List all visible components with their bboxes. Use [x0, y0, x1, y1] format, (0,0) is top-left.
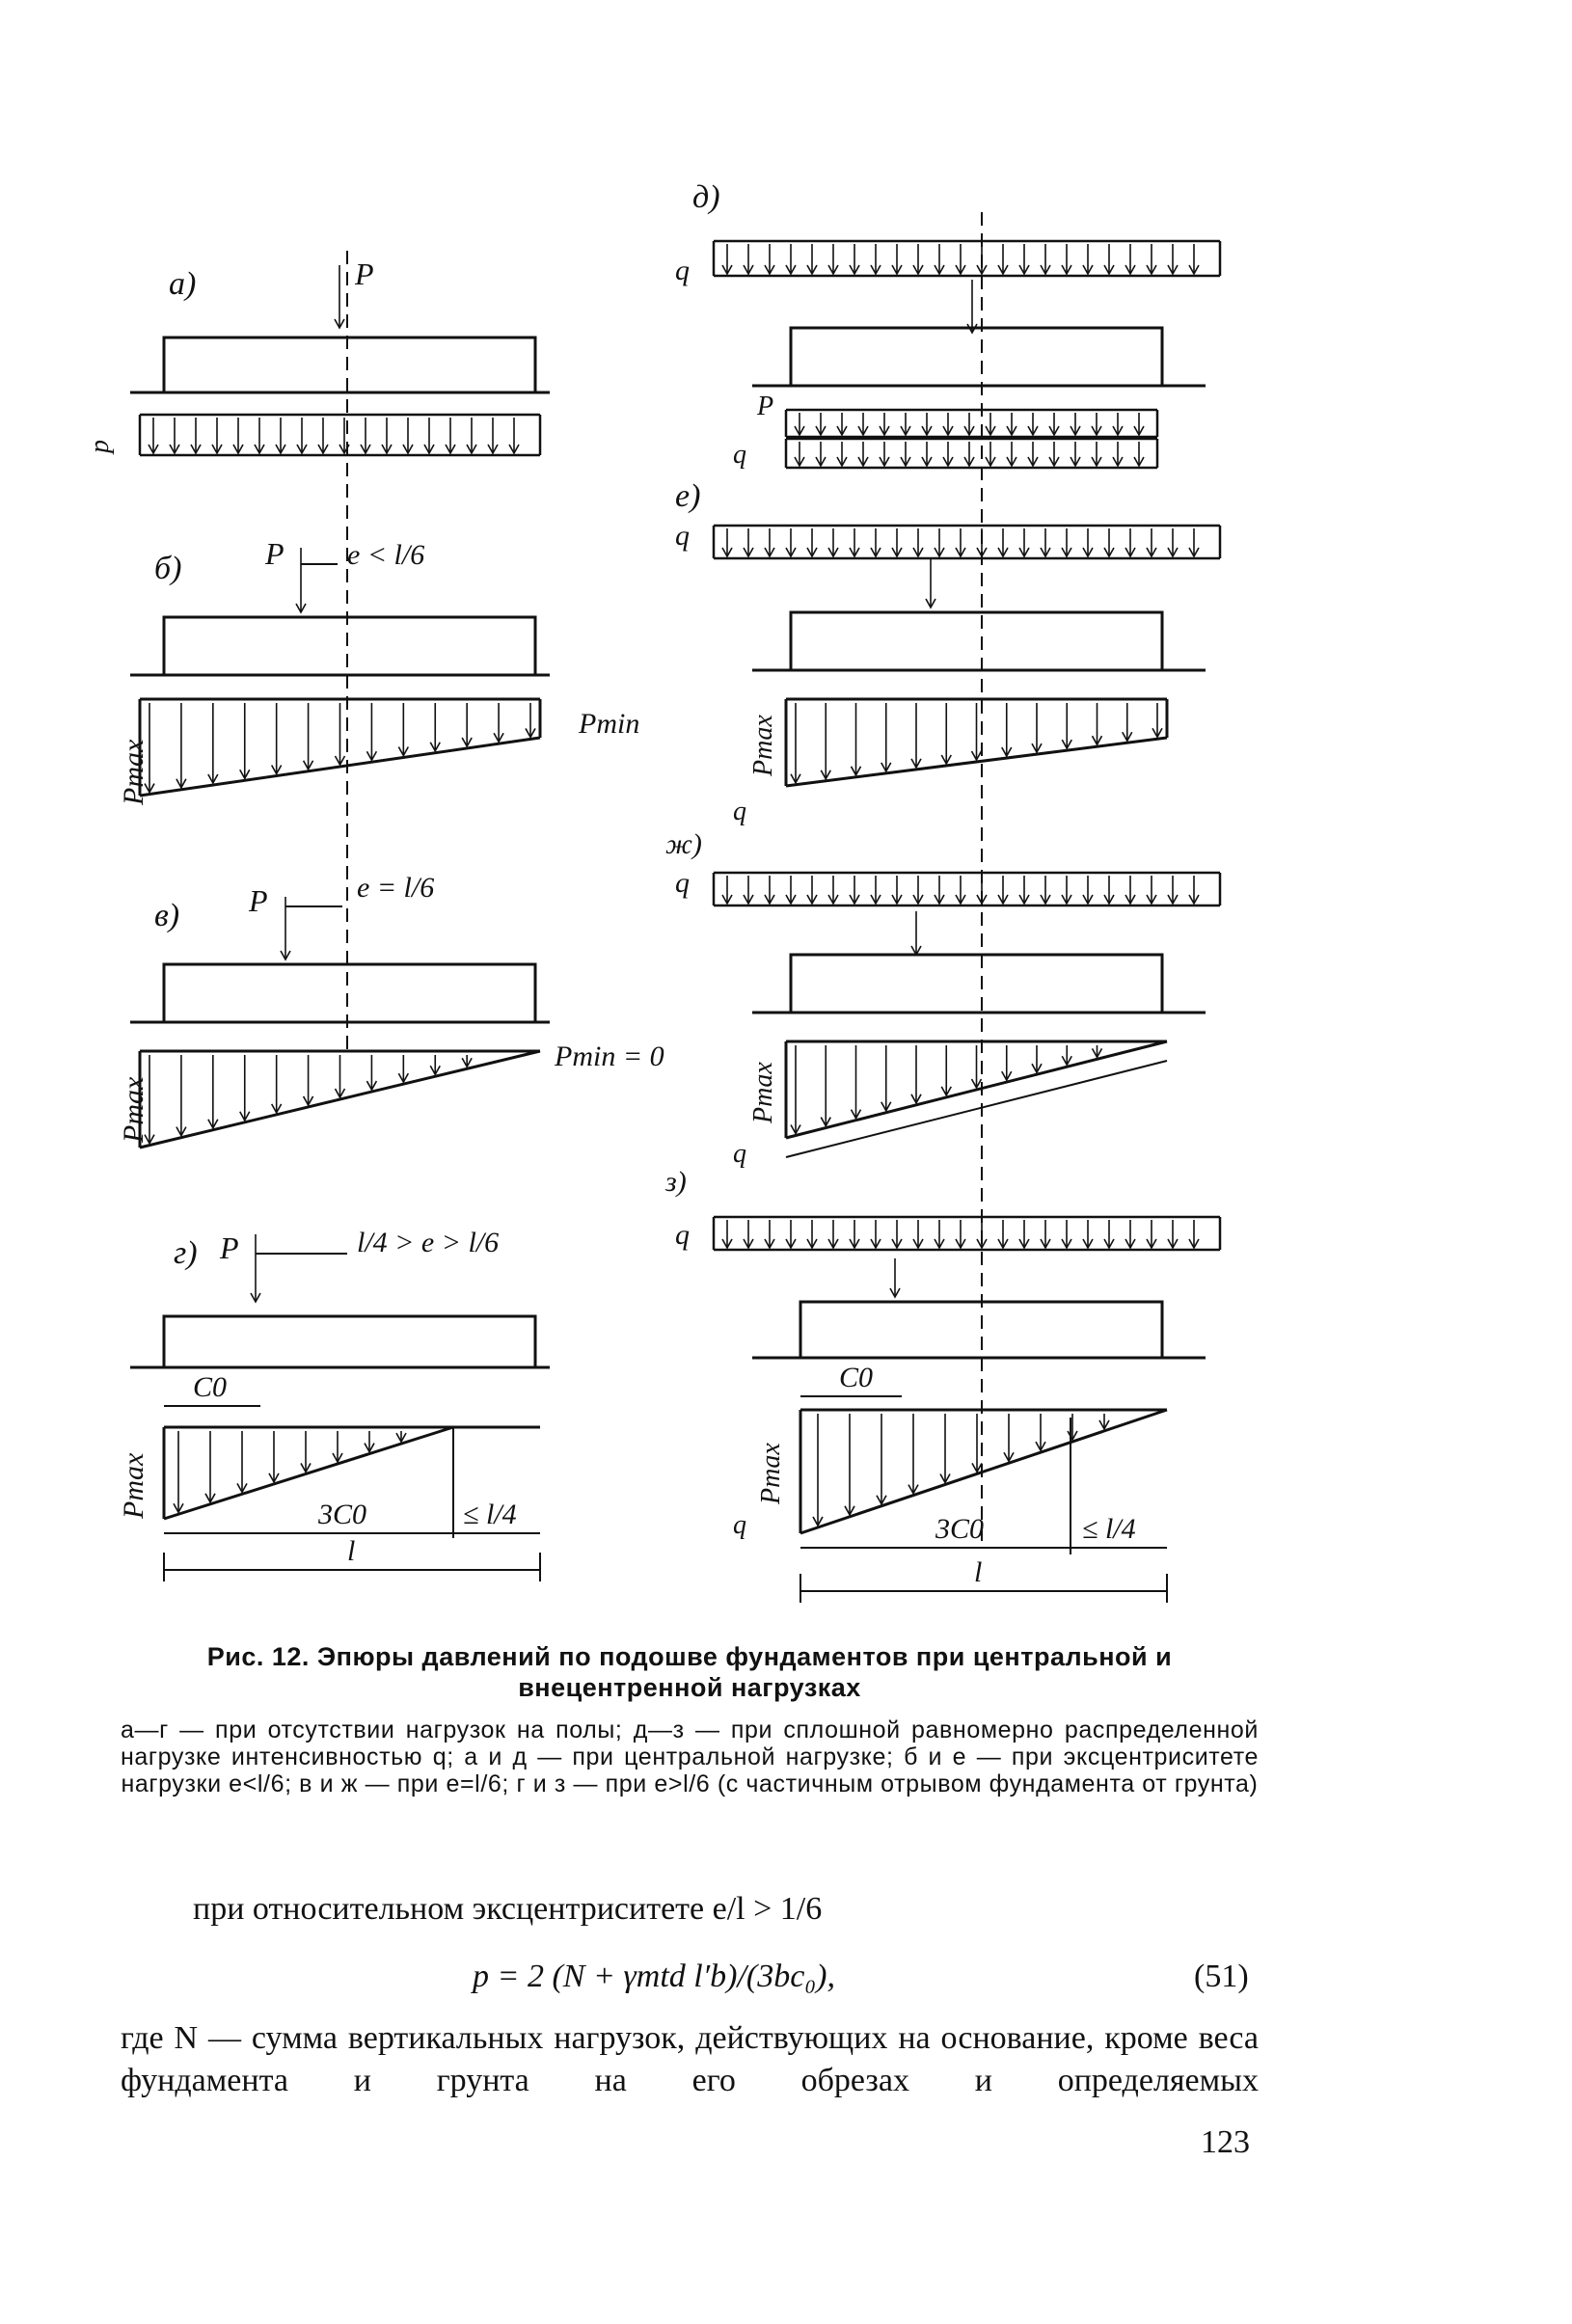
panel-z-q-band-arrow — [977, 1220, 987, 1248]
panel-d-q-band-arrow — [1019, 244, 1029, 274]
panel-g-diagram-arrow — [237, 1431, 247, 1492]
panel-v-diagram-arrow — [208, 1055, 218, 1128]
panel-zh-q-band-arrow — [892, 876, 902, 904]
panel-e-diagram-arrow — [821, 703, 830, 779]
panel-d-q2-band-arrow — [1007, 442, 1016, 466]
panel-d-q2-band-arrow — [1092, 442, 1101, 466]
panel-g-c0: C0 — [193, 1371, 228, 1403]
panel-zh-diagram-arrow — [941, 1045, 951, 1095]
panel-g-diagram-arrow — [205, 1431, 215, 1502]
panel-e-q-band-arrow — [765, 528, 774, 556]
panel-g-diagram-arrow — [365, 1431, 374, 1452]
panel-a-pressure-arrow — [149, 418, 158, 453]
panel-zh-q-band-arrow — [1189, 876, 1199, 904]
panel-a-foundation-body — [164, 338, 535, 392]
panel-zh-q-band-arrow — [1147, 876, 1156, 904]
panel-zh-q-band-arrow — [765, 876, 774, 904]
panel-d-q-band-arrow — [871, 244, 881, 274]
panel-v-diagram-arrow — [366, 1055, 376, 1090]
panel-a-pressure-arrow — [318, 418, 328, 453]
panel-zh-q-band-arrow — [786, 876, 796, 904]
panel-e-q-band-arrow — [956, 528, 965, 556]
panel-b-force-arrow — [296, 548, 306, 612]
panel-d-q2-band-arrow — [858, 442, 868, 466]
panel-d-q-band-arrow — [977, 244, 987, 274]
panel-d-p-band-arrow — [795, 413, 804, 435]
panel-g-diagram-arrow — [396, 1431, 406, 1442]
panel-e-diagram-arrow — [852, 703, 861, 775]
panel-b-diagram-arrow — [240, 703, 250, 778]
panel-g-length: l — [347, 1535, 356, 1567]
panel-e-q-band-arrow — [807, 528, 817, 556]
panel-a-pressure-arrow — [255, 418, 264, 453]
panel-d-q-band-arrow — [892, 244, 902, 274]
panel-z-diagram-arrow — [1004, 1414, 1014, 1461]
panel-d-p-band-arrow — [1007, 413, 1016, 435]
panel-zh-diagram-arrow — [791, 1045, 800, 1133]
panel-z-q-band-arrow — [765, 1220, 774, 1248]
panel-e-diagram-arrow — [881, 703, 891, 771]
panel-z-q-band-arrow — [807, 1220, 817, 1248]
panel-d-q-band-arrow — [1168, 244, 1178, 274]
panel-z-q-band-arrow — [744, 1220, 753, 1248]
panel-z-q-band-arrow — [828, 1220, 838, 1248]
panel-g-3c0: 3C0 — [318, 1499, 367, 1530]
panel-d-q-band-arrow — [850, 244, 859, 274]
panel-b-diagram-arrow — [526, 703, 535, 737]
panel-b-pmin: Pmin — [579, 708, 640, 740]
panel-z-length: l — [974, 1556, 983, 1588]
panel-d-p-band-arrow — [880, 413, 889, 435]
panel-d-q2-band-arrow — [816, 442, 826, 466]
panel-a-pressure-arrow — [488, 418, 498, 453]
panel-zh-q2: q — [733, 1139, 746, 1169]
panel-v-diagram-arrow — [304, 1055, 313, 1105]
panel-g-quarter: ≤ l/4 — [463, 1499, 517, 1530]
panel-d-p-band-arrow — [943, 413, 953, 435]
panel-zh-q-band-arrow — [850, 876, 859, 904]
panel-zh-q-band-arrow — [1041, 876, 1050, 904]
panel-d-q2-band-arrow — [1028, 442, 1038, 466]
panel-z-q2: q — [733, 1510, 746, 1540]
panel-zh-diagram-arrow — [1093, 1045, 1102, 1057]
panel-v-diagram-arrow — [240, 1055, 250, 1121]
panel-e-pmax: Pmax — [748, 715, 778, 776]
panel-e-diagram-arrow — [941, 703, 951, 764]
panel-a-force: P — [355, 257, 374, 291]
panel-zh-diagram-arrow — [852, 1045, 861, 1119]
panel-b-foundation-body — [164, 617, 535, 675]
panel-d-p-band-arrow — [922, 413, 932, 435]
panel-v-pmin: Pmin = 0 — [555, 1040, 664, 1072]
panel-g-letter: г) — [174, 1235, 198, 1271]
panel-b-ecc: e < l/6 — [347, 539, 425, 571]
equation-number: (51) — [1194, 1959, 1249, 1994]
panel-d-p-band-arrow — [858, 413, 868, 435]
panel-b-diagram-arrow — [176, 703, 186, 788]
panel-d-p-band-arrow — [964, 413, 974, 435]
panel-d-q-band-arrow — [1125, 244, 1135, 274]
panel-d-q-band-arrow — [807, 244, 817, 274]
panel-g-diagram-arrow — [301, 1431, 311, 1472]
panel-zh-q-band-arrow — [1104, 876, 1114, 904]
panel-b-pmax: Pmax — [118, 739, 149, 805]
panel-e-q-band-arrow — [744, 528, 753, 556]
panel-zh-q: q — [675, 867, 690, 899]
panel-z-q-band-arrow — [1189, 1220, 1199, 1248]
panel-b-letter: б) — [154, 551, 182, 586]
panel-zh-foundation-body — [791, 955, 1162, 1013]
panel-a-pressure-arrow — [446, 418, 455, 453]
panel-e-diagram-arrow — [1093, 703, 1102, 744]
panel-z-q-band-arrow — [1168, 1220, 1178, 1248]
panel-e-q-band-arrow — [1062, 528, 1071, 556]
panel-z-q-band-arrow — [1104, 1220, 1114, 1248]
panel-e-diagram-arrow — [1123, 703, 1132, 741]
panel-b-force: P — [265, 536, 285, 571]
panel-d-q-band-arrow — [786, 244, 796, 274]
panel-e-q-band-arrow — [1104, 528, 1114, 556]
panel-b-diagram-arrow — [430, 703, 440, 751]
panel-z-diagram-arrow — [1099, 1414, 1109, 1429]
panel-e-q-band-arrow — [1147, 528, 1156, 556]
panel-v-diagram-arrow — [272, 1055, 282, 1113]
panel-a-pressure-arrow — [382, 418, 392, 453]
panel-e-q2: q — [733, 797, 746, 826]
panel-zh-q-band-arrow — [1062, 876, 1071, 904]
panel-e-q-band-arrow — [1083, 528, 1093, 556]
figure-caption-title: Рис. 12. Эпюры давлений по подошве фундаментов при центральной и внецентренной нагрузках — [206, 1642, 1173, 1702]
panel-e-q-band-arrow — [1168, 528, 1178, 556]
panel-d-q2-band-arrow — [1071, 442, 1080, 466]
panel-d-q-band-arrow — [956, 244, 965, 274]
panel-z-q: q — [675, 1219, 690, 1251]
panel-b-diagram-arrow — [366, 703, 376, 760]
panel-d-q-band-arrow — [1083, 244, 1093, 274]
panel-b-diagram-arrow — [272, 703, 282, 774]
panel-e-q-band-arrow — [871, 528, 881, 556]
panel-v-force: P — [249, 883, 268, 918]
panel-z-q-band-arrow — [1062, 1220, 1071, 1248]
panel-g-ecc: l/4 > e > l/6 — [357, 1227, 500, 1258]
panel-d-letter: д) — [692, 179, 720, 215]
panel-zh-q-band-arrow — [744, 876, 753, 904]
panel-v-diagram-arrow — [462, 1055, 472, 1067]
panel-z-diagram-arrow — [813, 1414, 823, 1526]
panel-d-p: P — [757, 392, 774, 421]
panel-d-q2-band-arrow — [986, 442, 995, 466]
panel-z-q-band-arrow — [1147, 1220, 1156, 1248]
panel-a-pressure-arrow — [403, 418, 413, 453]
panel-e-diagram-arrow — [1152, 703, 1162, 737]
panel-zh-diagram-arrow — [1002, 1045, 1012, 1080]
panel-e-q-band-arrow — [786, 528, 796, 556]
panel-d-q2-band-arrow — [837, 442, 847, 466]
panel-z-q-band-arrow — [892, 1220, 902, 1248]
panel-d-p-band-arrow — [986, 413, 995, 435]
panel-zh-q-band-arrow — [977, 876, 987, 904]
panel-z-pmax: Pmax — [756, 1443, 786, 1504]
panel-e-q-band-arrow — [1041, 528, 1050, 556]
panel-z-q-band-arrow — [722, 1220, 732, 1248]
page-number: 123 — [1201, 2124, 1250, 2160]
panel-b-diagram-arrow — [208, 703, 218, 783]
panel-z-q-band-arrow — [1041, 1220, 1050, 1248]
panel-z-q-band-arrow — [1083, 1220, 1093, 1248]
panel-z-q-band-arrow — [850, 1220, 859, 1248]
panel-a-pressure-arrow — [170, 418, 179, 453]
panel-e-q: q — [675, 520, 690, 552]
panel-d-q2-band-arrow — [1134, 442, 1144, 466]
panel-z-diagram-arrow — [1068, 1414, 1077, 1440]
panel-z-q-band-arrow — [913, 1220, 923, 1248]
panel-g-diagram-arrow — [333, 1431, 342, 1462]
figure-caption-description: а—г — при отсутствии нагрузок на полы; д—з — при сплошной равномерно распределенной нагрузке интенсивностью q; а и д — при центральной нагрузке; б и е — при эксцентриситете нагрузки e<l/6; в и ж — при e=l/6; г и з — при e>l/6 (с частичным отрывом фундамента от грунта) — [121, 1716, 1259, 1797]
panel-e-diagram-arrow — [791, 703, 800, 783]
panel-zh-diagram-arrow — [881, 1045, 891, 1111]
panel-d-q-band-arrow — [935, 244, 944, 274]
panel-zh-q-band-arrow — [956, 876, 965, 904]
panel-d-p-band-arrow — [1134, 413, 1144, 435]
panel-z-q-band-arrow — [871, 1220, 881, 1248]
panel-v-diagram-arrow — [398, 1055, 408, 1082]
panel-zh-q-band-arrow — [722, 876, 732, 904]
panel-zh-force-arrow — [911, 911, 921, 955]
panel-a-pressure-arrow — [276, 418, 285, 453]
panel-zh-diagram-arrow — [911, 1045, 921, 1103]
panel-z-diagram-arrow — [908, 1414, 918, 1494]
panel-e-q-band-arrow — [977, 528, 987, 556]
panel-e-q-band-arrow — [850, 528, 859, 556]
panel-d-q-band-arrow — [765, 244, 774, 274]
panel-a-pressure-arrow — [509, 418, 519, 453]
panel-z-diagram-arrow — [1036, 1414, 1045, 1450]
panel-e-diagram-arrow — [1032, 703, 1042, 752]
formula-51: p = 2 (N + γmtd l′b)/(3bc₀), — [473, 1959, 835, 1994]
panel-a-pressure-arrow — [191, 418, 201, 453]
panel-d-p-band-arrow — [837, 413, 847, 435]
panel-e-force-arrow — [926, 559, 935, 608]
panel-e-diagram-arrow — [972, 703, 982, 760]
panel-zh-q-band-arrow — [1019, 876, 1029, 904]
panel-zh-diagram-arrow — [821, 1045, 830, 1126]
panel-zh-diagram-arrow — [1062, 1045, 1071, 1065]
panel-a-pressure-arrow — [467, 418, 476, 453]
panel-zh-q-band-arrow — [1083, 876, 1093, 904]
panel-v-ecc: e = l/6 — [357, 872, 435, 904]
panel-z-diagram-arrow — [972, 1414, 982, 1472]
panel-b-diagram-arrow — [336, 703, 345, 765]
panel-d-p-band-arrow — [901, 413, 910, 435]
panel-z-diagram-arrow — [940, 1414, 950, 1482]
panel-d-foundation-body — [791, 328, 1162, 386]
panel-zh-q-band-arrow — [913, 876, 923, 904]
panel-z-q-band-arrow — [998, 1220, 1008, 1248]
panel-z-quarter: ≤ l/4 — [1082, 1513, 1136, 1545]
panel-g-foundation-body — [164, 1316, 535, 1367]
panel-d-p-band-arrow — [816, 413, 826, 435]
panel-d-q2-band-arrow — [1113, 442, 1123, 466]
panel-zh-q-band-arrow — [807, 876, 817, 904]
panel-v-foundation-body — [164, 964, 535, 1022]
panel-e-q-band-arrow — [998, 528, 1008, 556]
panel-a-letter: а) — [169, 266, 197, 302]
panel-d-q-band-arrow — [913, 244, 923, 274]
panel-z-q-band-arrow — [1125, 1220, 1135, 1248]
panel-d-q: q — [675, 255, 690, 286]
panel-a-pressure-arrow — [361, 418, 370, 453]
panel-e-letter: е) — [675, 478, 701, 514]
panel-d-p-band-arrow — [1092, 413, 1101, 435]
panel-d-p-band-arrow — [1049, 413, 1059, 435]
panel-b-diagram-arrow — [304, 703, 313, 770]
panel-d-p-band-arrow — [1028, 413, 1038, 435]
panel-e-diagram-arrow — [1002, 703, 1012, 756]
panel-z-q-band-arrow — [1019, 1220, 1029, 1248]
panel-e-foundation-body — [791, 612, 1162, 670]
panel-zh-diagram-arrow — [1032, 1045, 1042, 1072]
panel-a-pressure-arrow — [297, 418, 307, 453]
panel-v-diagram-arrow — [336, 1055, 345, 1097]
panel-e-q-band-arrow — [828, 528, 838, 556]
panel-d-force-arrow — [967, 280, 977, 333]
panel-d-q2: q — [733, 440, 746, 470]
panel-d-q2-band-arrow — [1049, 442, 1059, 466]
panel-e-diagram-arrow — [911, 703, 921, 768]
panel-e-diagram-arrow — [1062, 703, 1071, 748]
panel-z-3c0: 3C0 — [935, 1513, 985, 1545]
panel-d-q-band-arrow — [1041, 244, 1050, 274]
panel-d-q2-band-arrow — [880, 442, 889, 466]
panel-d-q-band-arrow — [744, 244, 753, 274]
panel-g-diagram-arrow — [269, 1431, 279, 1482]
panel-v-diagram-arrow — [176, 1055, 186, 1136]
panel-e-q-band-arrow — [1189, 528, 1199, 556]
eccentricity-condition-line: при относительном эксцентриситете e/l > 1/6 — [193, 1891, 823, 1927]
panel-a-pressure-label: p — [85, 440, 115, 453]
panel-d-q-band-arrow — [1062, 244, 1071, 274]
panel-d-q-band-arrow — [828, 244, 838, 274]
panel-d-q2-band-arrow — [901, 442, 910, 466]
panel-a-pressure-arrow — [424, 418, 434, 453]
panel-zh-q-band-arrow — [935, 876, 944, 904]
panel-e-q-band-arrow — [1019, 528, 1029, 556]
panel-zh-q-band-arrow — [1168, 876, 1178, 904]
panel-z-letter: з) — [665, 1166, 687, 1198]
panel-g-slope — [164, 1427, 453, 1519]
panel-d-q2-band-arrow — [795, 442, 804, 466]
panel-b-diagram-arrow — [494, 703, 503, 742]
panel-z-q-band-arrow — [786, 1220, 796, 1248]
panel-d-p-band-arrow — [1113, 413, 1123, 435]
panel-e-q-band-arrow — [1125, 528, 1135, 556]
panel-v-letter: в) — [154, 898, 180, 933]
panel-zh-q-band-arrow — [871, 876, 881, 904]
panel-z-q-band-arrow — [935, 1220, 944, 1248]
panel-z-q-band-arrow — [956, 1220, 965, 1248]
panel-z-c0: C0 — [839, 1362, 874, 1393]
panel-e-q-band-arrow — [935, 528, 944, 556]
panel-b-diagram-arrow — [398, 703, 408, 755]
panel-g-diagram-arrow — [174, 1431, 183, 1512]
panel-d-q-band-arrow — [1189, 244, 1199, 274]
panel-a-pressure-arrow — [212, 418, 222, 453]
panel-zh-letter: ж) — [665, 828, 702, 860]
panel-zh-q-band-arrow — [828, 876, 838, 904]
panel-d-q-band-arrow — [1104, 244, 1114, 274]
panel-zh-diagram-arrow — [972, 1045, 982, 1088]
panel-d-q-band-arrow — [1147, 244, 1156, 274]
panel-zh-q-band-arrow — [1125, 876, 1135, 904]
panel-d-q-band-arrow — [998, 244, 1008, 274]
panel-d-q-band-arrow — [722, 244, 732, 274]
panel-e-q-band-arrow — [892, 528, 902, 556]
panel-d-q2-band-arrow — [922, 442, 932, 466]
panel-d-q2-band-arrow — [943, 442, 953, 466]
panel-d-q2-band-arrow — [964, 442, 974, 466]
panel-v-diagram-arrow — [430, 1055, 440, 1074]
body-paragraph: где N — сумма вертикальных нагрузок, действующих на основание, кроме веса фундамента и грунта на его обрезах и определяемых — [121, 2020, 1259, 2098]
panel-zh-pmax: Pmax — [748, 1062, 778, 1123]
panel-a-force-arrow — [335, 265, 344, 328]
panel-b-diagram-arrow — [462, 703, 472, 746]
panel-d-p-band-arrow — [1071, 413, 1080, 435]
panel-z-force-arrow — [890, 1258, 900, 1297]
panel-z-diagram-arrow — [877, 1414, 886, 1504]
panel-z-diagram-arrow — [845, 1414, 854, 1515]
panel-zh-q-band-arrow — [998, 876, 1008, 904]
panel-g-force: P — [220, 1230, 239, 1265]
panel-a-pressure-arrow — [233, 418, 243, 453]
panel-e-q-band-arrow — [913, 528, 923, 556]
panel-g-pmax: Pmax — [118, 1452, 149, 1519]
panel-g-force-arrow — [251, 1234, 260, 1302]
panel-v-pmax: Pmax — [118, 1076, 149, 1143]
panel-e-q-band-arrow — [722, 528, 732, 556]
